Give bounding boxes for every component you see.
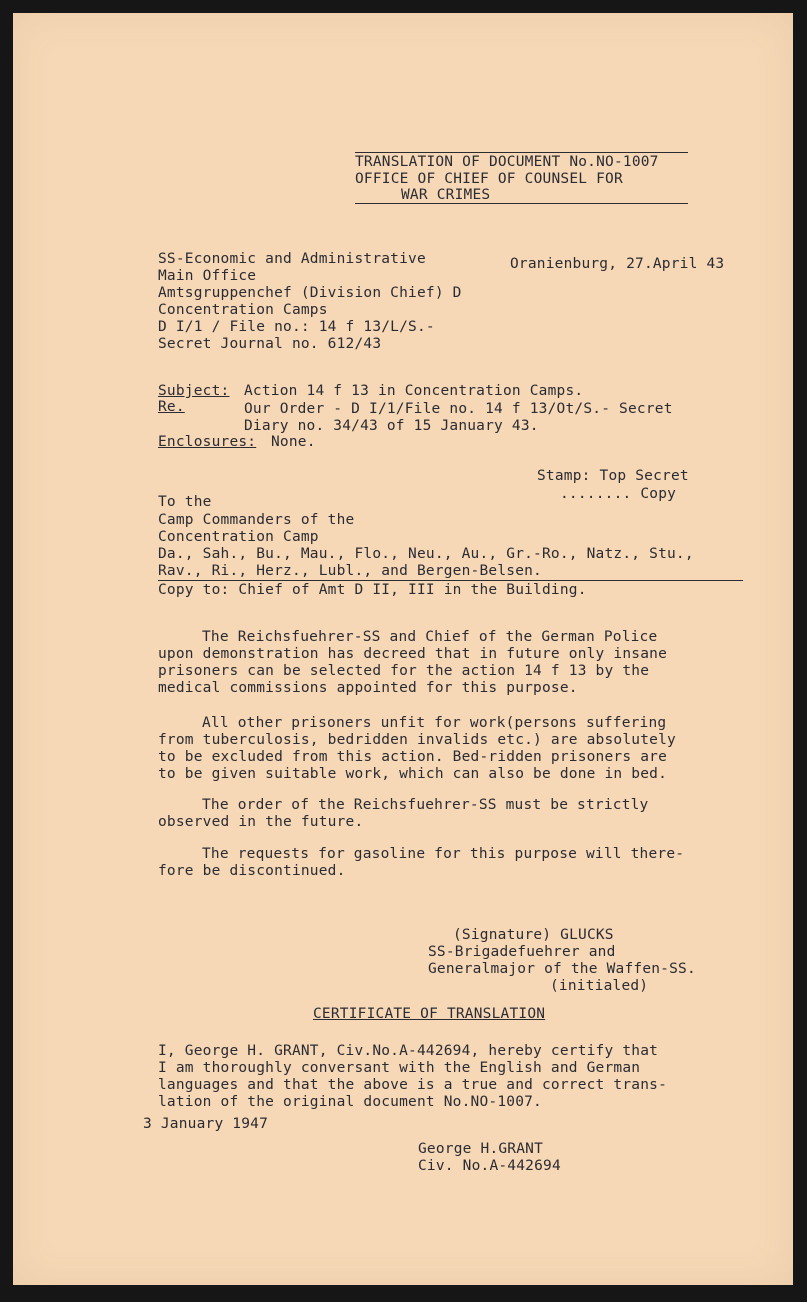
translator-name: George H.GRANT — [418, 1141, 544, 1157]
certificate-line-2: I am thoroughly conversant with the English and German — [158, 1060, 641, 1076]
recipient-line-5: Rav., Ri., Herz., Lubl., and Bergen-Belsen. — [158, 563, 542, 579]
header-bottom-rule — [355, 203, 688, 204]
recipient-line-4: Da., Sah., Bu., Mau., Flo., Neu., Au., Gr.-Ro., Natz., Stu., — [158, 546, 694, 562]
signature-line-1: (Signature) GLUCKS — [453, 927, 614, 943]
certificate-title: CERTIFICATE OF TRANSLATION — [313, 1006, 546, 1022]
sender-line-1: SS-Economic and Administrative — [158, 251, 426, 267]
subject-text: Action 14 f 13 in Concentration Camps. — [244, 383, 584, 399]
document-page — [13, 13, 793, 1285]
body-p3-line-1: The order of the Reichsfuehrer-SS must be strictly — [202, 797, 649, 813]
enclosures-text: None. — [271, 434, 316, 450]
re-label: Re. — [158, 399, 185, 415]
header-top-rule — [355, 152, 688, 153]
recipient-line-3: Concentration Camp — [158, 529, 319, 545]
body-p2-line-3: to be excluded from this action. Bed-ridden prisoners are — [158, 749, 667, 765]
re-line-1: Our Order - D I/1/File no. 14 f 13/Ot/S.- Secret — [244, 401, 673, 417]
body-p2-line-2: from tuberculosis, bedridden invalids etc.) are absolutely — [158, 732, 676, 748]
sender-line-4: Concentration Camps — [158, 302, 328, 318]
sender-line-3: Amtsgruppenchef (Division Chief) D — [158, 285, 462, 301]
enclosures-label: Enclosures: — [158, 434, 257, 450]
body-p2-line-4: to be given suitable work, which can also be done in bed. — [158, 766, 667, 782]
certificate-line-4: lation of the original document No.NO-1007. — [158, 1094, 542, 1110]
header-line-3: WAR CRIMES — [401, 187, 491, 203]
certificate-line-3: languages and that the above is a true and correct trans- — [158, 1077, 667, 1093]
sender-line-2: Main Office — [158, 268, 257, 284]
body-p4-line-2: fore be discontinued. — [158, 863, 346, 879]
translator-number: Civ. No.A-442694 — [418, 1158, 561, 1174]
body-p1-line-4: medical commissions appointed for this purpose. — [158, 680, 578, 696]
copy-to: Copy to: Chief of Amt D II, III in the Building. — [158, 582, 587, 598]
subject-label: Subject: — [158, 383, 230, 399]
certificate-date: 3 January 1947 — [143, 1116, 269, 1132]
re-line-2: Diary no. 34/43 of 15 January 43. — [244, 418, 539, 434]
signature-line-3: Generalmajor of the Waffen-SS. — [428, 961, 696, 977]
recipient-line-2: Camp Commanders of the — [158, 512, 355, 528]
place-date: Oranienburg, 27.April 43 — [510, 256, 725, 272]
signature-line-2: SS-Brigadefuehrer and — [428, 944, 616, 960]
body-p2-line-1: All other prisoners unfit for work(persons suffering — [202, 715, 667, 731]
signature-line-4: (initialed) — [550, 978, 649, 994]
body-p1-line-2: upon demonstration has decreed that in future only insane — [158, 646, 667, 662]
body-p1-line-1: The Reichsfuehrer-SS and Chief of the German Police — [202, 629, 658, 645]
header-line-2: OFFICE OF CHIEF OF COUNSEL FOR — [355, 171, 623, 187]
body-p1-line-3: prisoners can be selected for the action 14 f 13 by the — [158, 663, 650, 679]
header-line-1: TRANSLATION OF DOCUMENT No.NO-1007 — [355, 154, 659, 170]
certificate-line-1: I, George H. GRANT, Civ.No.A-442694, hereby certify that — [158, 1043, 659, 1059]
sender-line-5: D I/1 / File no.: 14 f 13/L/S.- — [158, 319, 435, 335]
body-p4-line-1: The requests for gasoline for this purpose will there- — [202, 846, 685, 862]
sender-line-6: Secret Journal no. 612/43 — [158, 336, 382, 352]
stamp-line-1: Stamp: Top Secret — [537, 468, 689, 484]
body-p3-line-2: observed in the future. — [158, 814, 364, 830]
stamp-line-2: ........ Copy — [560, 486, 677, 502]
recipient-line-1: To the — [158, 494, 212, 510]
